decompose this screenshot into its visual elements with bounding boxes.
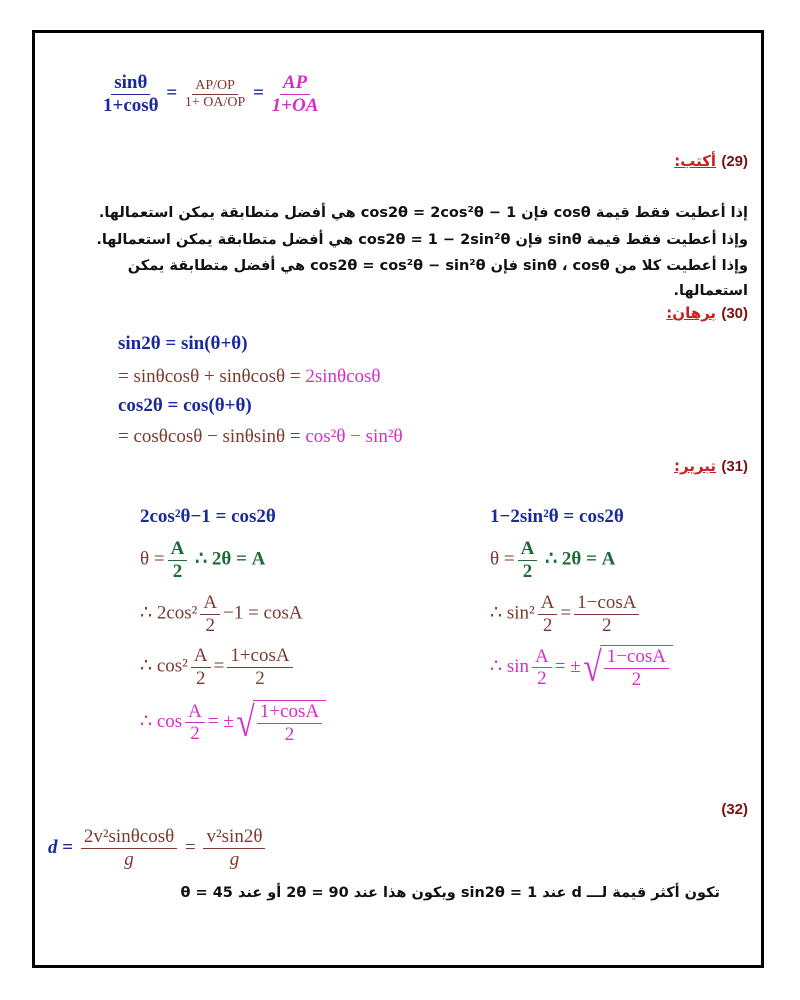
- left-identity: 2cos²θ−1 = cos2θ: [140, 506, 276, 527]
- q32-equation: d = $\frac{\text{2v²sinθcosθ}}{g}$ = $\frac{\text{v²sin2θ}}{g}$: [48, 826, 268, 871]
- q29-line-4: استعمالها.: [673, 283, 748, 299]
- proof-line-2: = sinθcosθ + sinθcosθ = 2sinθcosθ: [118, 366, 381, 387]
- q30-header: (30) برهان:: [666, 304, 748, 322]
- left-step-4: ∴ cos² $\frac{A}{2}$ = $\frac{1+\cos A}{2}$: [140, 645, 296, 690]
- q29-line-3: وإذا أعطيت كلا من sinθ ، cosθ فإن cos2θ = cos²θ − sin²θ هي أفضل متطابقة يمكن: [127, 258, 748, 274]
- q31-header: (31) تبرير:: [674, 457, 748, 475]
- frac-ap-op: $\frac{AP/OP}{1+ OA/OP}$: [184, 77, 246, 110]
- q32-header: (32): [721, 801, 748, 818]
- proof-line-4: = cosθcosθ − sinθsinθ = cos²θ − sin²θ: [118, 426, 403, 447]
- left-step-3: ∴ 2cos² $\frac{A}{2}$ −1 = cosA: [140, 592, 303, 636]
- q29-line-2: وإذا أعطيت فقط قيمة sinθ فإن cos2θ = 1 − 2sin²θ هي أفضل متطابقة يمكن استعمالها.: [96, 232, 748, 248]
- proof-line-3: cos2θ = cos(θ+θ): [118, 395, 252, 416]
- q29-header: (29) أكتب:: [674, 152, 748, 170]
- proof-line-1: sin2θ = sin(θ+θ): [118, 333, 248, 354]
- right-result: ∴ sin $\frac{A}{2}$ = ± √ $\frac{1-\cos A}{2}$: [490, 645, 676, 691]
- frac-ap-1oa: $\frac{AP}{1+OA}$: [271, 72, 319, 116]
- right-theta-half: θ = $\frac{A}{2}$ ∴ 2θ = A: [490, 538, 616, 582]
- top-equation: $\frac{\sin\theta}{1+\cos\theta}$ = $\frac{AP/OP}{1+ OA/OP}$ = $\frac{AP}{1+OA}$: [103, 72, 319, 116]
- left-theta-half: θ = $\frac{A}{2}$ ∴ 2θ = A: [140, 538, 266, 582]
- frac-sin-over-1pluscos: $\frac{\sin\theta}{1+\cos\theta}$: [103, 72, 159, 116]
- q29-line-1: إذا أعطيت فقط قيمة cosθ فإن cos2θ = 2cos²θ − 1 هي أفضل متطابقة يمكن استعمالها.: [98, 205, 748, 221]
- right-step-3: ∴ sin² $\frac{A}{2}$ = $\frac{1-\cos A}{2}$: [490, 592, 642, 637]
- right-identity: 1−2sin²θ = cos2θ: [490, 506, 624, 527]
- left-result: ∴ cos $\frac{A}{2}$ = ± √ $\frac{1+\cos A}{2}$: [140, 700, 329, 746]
- q32-sentence: تكون أكثر قيمة لـــ d عند sin2θ = 1 ويكون هذا عند 2θ = 90 أو عند θ = 45: [180, 885, 720, 901]
